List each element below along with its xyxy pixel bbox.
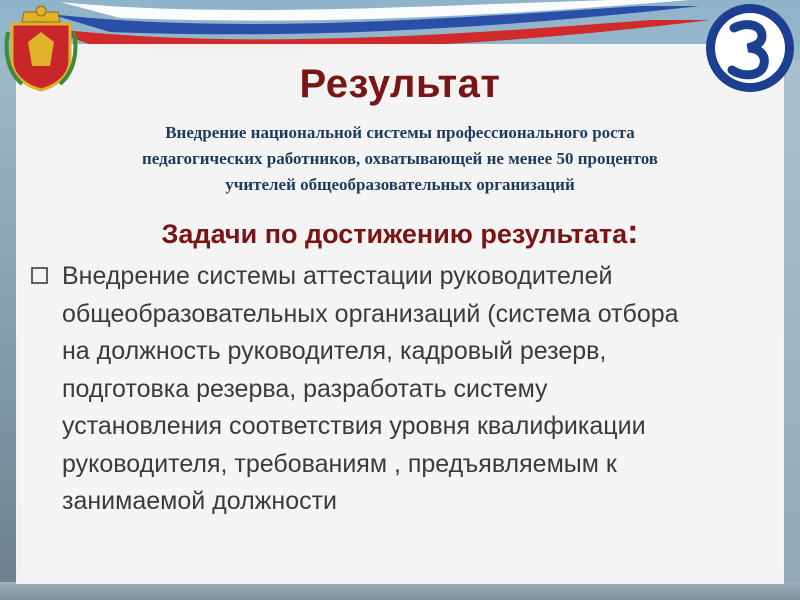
tasks-heading <box>40 213 760 252</box>
slide-title: Результат <box>299 62 501 106</box>
task-text: Внедрение системы аттестации руководителей общеобразовательных организаций (система отбора на должность руководителя, кадровый резерв, подготовка резерва, разработать систему установления соответствия уровня квалификации руководителя, требованиям , предъявляемым к занимаемой должности <box>62 262 679 515</box>
result-description-text: Внедрение национальной системы профессионального роста педагогических работников, охватывающей не менее 50 процентов учителей общеобразовательных организаций <box>142 123 658 194</box>
checkbox-bullet-icon <box>30 258 62 521</box>
background-right-strip <box>782 60 800 600</box>
tasks-heading-text: Задачи по достижению результата <box>161 219 628 249</box>
task-list-item <box>30 258 770 521</box>
result-description <box>60 120 740 198</box>
tasks-heading-colon: : <box>627 213 639 251</box>
background-bottom-strip <box>0 582 800 600</box>
